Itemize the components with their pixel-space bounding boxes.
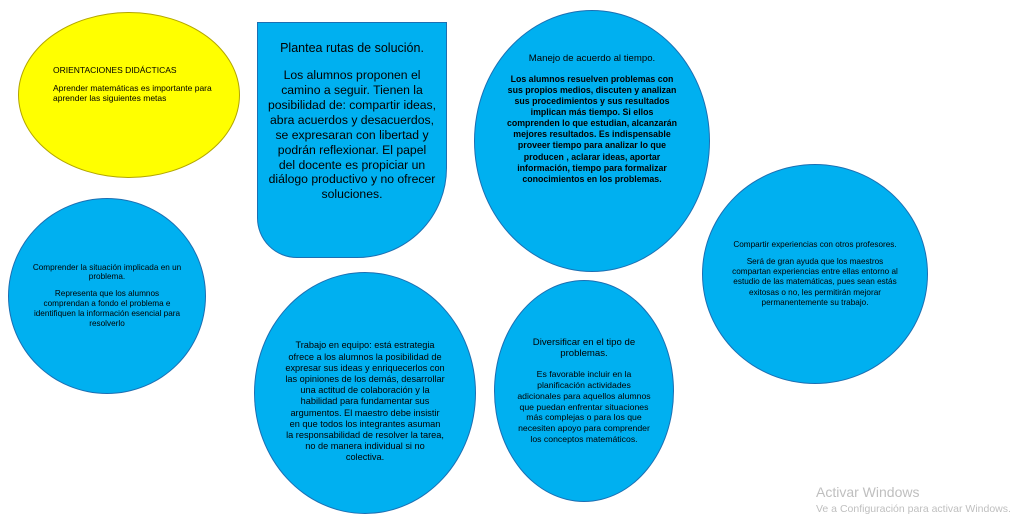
intro-ellipse bbox=[18, 12, 240, 178]
time-circle bbox=[474, 10, 710, 272]
intro-title: ORIENTACIONES DIDÁCTICAS bbox=[53, 65, 177, 75]
share-text: Será de gran ayuda que los maestros compartan experiencias entre ellas entorno al estudio de las matemáticas, pues sean estás exitosas o no, les permitirán mejorar permanentemente su trabajo. bbox=[732, 257, 898, 307]
understand-circle bbox=[8, 198, 206, 394]
share-title: Compartir experiencias con otros profesores. bbox=[733, 240, 897, 250]
intro-text: Aprender matemáticas es importante para aprender las siguientes metas bbox=[53, 83, 212, 104]
routes-text: Los alumnos proponen el camino a seguir. Tienen la posibilidad de: compartir ideas, abra acuerdos y desacuerdos, se expresaran con libertad y podrán reflexionar. El papel del docente es propiciar un diálogo productivo y no ofrecer soluciones. bbox=[268, 68, 437, 202]
routes-shape bbox=[257, 22, 447, 258]
watermark-line-1: Activar Windows bbox=[816, 484, 920, 500]
diversify-text: Es favorable incluir en la planificación actividades adicionales para aquellos alumnos que puedan enfrentar situaciones más complejas o para los que necesiten apoyo para comprender los conceptos matemáticos. bbox=[517, 369, 651, 444]
share-circle bbox=[702, 164, 928, 384]
activation-watermark bbox=[816, 484, 1011, 520]
time-title: Manejo de acuerdo al tiempo. bbox=[528, 53, 656, 64]
team-circle bbox=[254, 272, 476, 514]
team-text: Trabajo en equipo: está estrategia ofrece a los alumnos la posibilidad de expresar sus ideas y enriquecerlos con las opiniones de los demás, desarrollar una actitud de colaboración y la habilidad para fundamentar sus argumentos. El maestro debe insistir en que todos los integrantes asuman la responsabilidad de resolver la tarea, no de manera individual si no colectiva. bbox=[285, 340, 445, 463]
understand-text: Representa que los alumnos comprendan a fondo el problema e identifiquen la información esencial para resolverlo bbox=[33, 289, 181, 328]
routes-title: Plantea rutas de solución. bbox=[280, 41, 424, 55]
diversify-circle bbox=[494, 280, 674, 502]
diversify-title: Diversificar en el tipo de problemas. bbox=[532, 337, 636, 360]
watermark-line-2: Ve a Configuración para activar Windows. bbox=[816, 503, 1011, 515]
understand-title: Comprender la situación implicada en un problema. bbox=[32, 263, 182, 281]
time-text: Los alumnos resuelven problemas con sus propios medios, discuten y analizan sus procedimientos y sus resultados implican más tiempo. Si ellos comprenden lo que estudian, alcanzarán mejores resultados. Es indispensable proveer tiempo para analizar lo que producen , aclarar ideas, aportar información, tiempo para formalizar conocimientos en los problemas. bbox=[506, 74, 678, 184]
